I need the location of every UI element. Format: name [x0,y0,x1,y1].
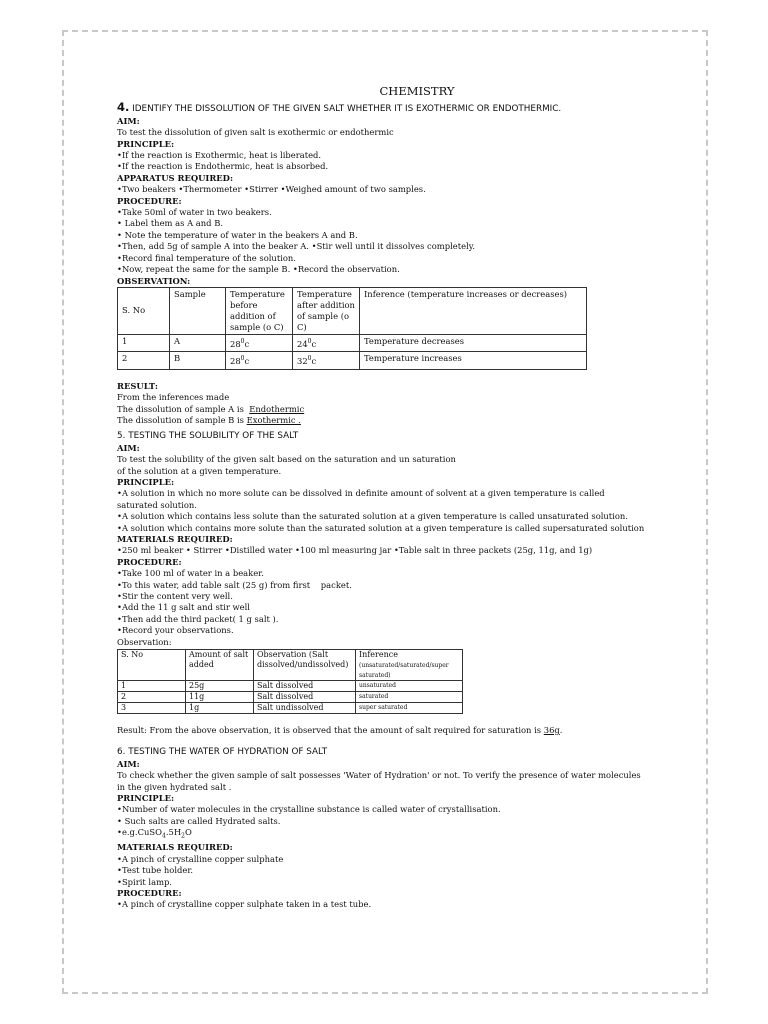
table-cell: $28^0c$ [226,351,293,369]
section-6-heading: 6. TESTING THE WATER OF HYDRATION OF SALT [117,747,328,758]
s6-formula: $•e.g.CuSO_4.5H_2O$ [117,827,192,840]
section-5-heading: 5. TESTING THE SOLUBILITY OF THE SALT [117,431,299,442]
s5-procedure-step: •Add the 11 g salt and stir well [117,602,250,613]
s4-procedure-label: PROCEDURE: [117,195,182,206]
s5-procedure-step: •Then add the third packet( 1 g salt ). [117,613,279,624]
table-header-cell: S. No [118,650,186,681]
table-cell: 1g [186,703,254,714]
table-header-cell: Observation (Salt dissolved/undissolved) [254,650,356,681]
s5-materials-label: MATERIALS REQUIRED: [117,533,233,544]
s5-principle-line: •A solution which contains more solute than the saturated solution at a given temperature is called supersaturated solution [117,522,645,533]
table-cell: B [170,351,226,369]
table-cell: 2 [118,692,186,703]
table-header-cell: Inference (temperature increases or decreases) [360,287,587,334]
s4-procedure-step: • Label them as A and B. [117,218,224,229]
table-cell: Salt dissolved [254,681,356,692]
table-cell: unsaturated [356,681,463,692]
s5-procedure-step: •Stir the content very well. [117,591,233,602]
s6-aim: in the given hydrated salt . [117,781,232,792]
s5-procedure-step: •To this water, add table salt (25 g) from first packet. [117,579,352,590]
table-cell: $24^0c$ [293,334,360,351]
s4-principle-line: •If the reaction is Endothermic, heat is absorbed. [117,161,329,172]
s4-result-label: RESULT: [117,380,158,391]
document-content [117,86,657,911]
s5-aim-label: AIM: [117,442,140,453]
s5-principle-label: PRINCIPLE: [117,476,175,487]
s6-principle-line: •Number of water molecules in the crystalline substance is called water of crystallisation. [117,804,501,815]
table-cell: 1 [118,334,170,351]
s6-principle-label: PRINCIPLE: [117,793,175,804]
table-header-cell: Temperature after addition of sample (o C) [293,287,360,334]
s4-procedure-step: •Record final temperature of the solution. [117,252,296,263]
table-cell: Salt undissolved [254,703,356,714]
s4-observation-table [117,287,587,370]
table-cell: super saturated [356,703,463,714]
table-header-row [118,650,463,681]
page-title: CHEMISTRY [379,84,455,98]
section-4-heading: 4. IDENTIFY THE DISSOLUTION OF THE GIVEN SALT WHETHER IT IS EXOTHERMIC OR ENDOTHERMIC. [117,100,562,115]
table-cell: A [170,334,226,351]
table-header-cell: Sample [170,287,226,334]
table-cell: saturated [356,692,463,703]
s5-procedure-step: •Record your observations. [117,625,234,636]
table-row [118,681,463,692]
s6-aim-label: AIM: [117,758,140,769]
table-row [118,692,463,703]
table-row [118,351,587,369]
s4-aim-label: AIM: [117,115,140,126]
s4-result-intro: From the inferences made [117,392,230,403]
table-row [118,703,463,714]
s4-procedure-step: •Then, add 5g of sample A into the beaker A. •Stir well until it dissolves completely. [117,241,475,252]
s4-result-a: The dissolution of sample A is Endothermic [117,403,305,414]
table-header-cell: Temperature before addition of sample (o C) [226,287,293,334]
s5-principle-line: •A solution which contains less solute than the saturated solution at a given temperature is called unsaturated solution. [117,511,628,522]
table-header-row [118,287,587,334]
s5-principle-line: saturated solution. [117,499,197,510]
table-cell: 11g [186,692,254,703]
table-cell: 25g [186,681,254,692]
s4-procedure-step: •Now, repeat the same for the sample B. •Record the observation. [117,264,400,275]
table-header-cell: Inference (unsaturated/saturated/super saturated) [356,650,463,681]
s6-procedure-label: PROCEDURE: [117,888,182,898]
s4-principle-label: PRINCIPLE: [117,138,175,149]
s4-aim: To test the dissolution of given salt is exothermic or endothermic [117,127,394,138]
table-cell: Temperature decreases [360,334,587,351]
s4-apparatus: •Two beakers •Thermometer •Stirrer •Weighed amount of two samples. [117,184,426,195]
s5-procedure-label: PROCEDURE: [117,556,182,567]
s5-materials: •250 ml beaker • Stirrer •Distilled water •100 ml measuring jar •Table salt in three packets (25g, 11g, and 1g) [117,545,593,556]
table-cell: Temperature increases [360,351,587,369]
s4-result-b: The dissolution of sample B is Exothermic . [117,414,301,425]
s6-materials-label: MATERIALS REQUIRED: [117,842,233,853]
s5-aim: of the solution at a given temperature. [117,465,282,476]
s4-observation-label: OBSERVATION: [117,275,191,286]
s5-observation-label: Observation: [117,636,172,647]
table-cell: 2 [118,351,170,369]
table-cell: $28^0c$ [226,334,293,351]
table-cell: 1 [118,681,186,692]
table-cell: $32^0c$ [293,351,360,369]
s5-observation-table [117,649,463,714]
table-cell: 3 [118,703,186,714]
table-header-cell: Amount of salt added [186,650,254,681]
s4-procedure-step: • Note the temperature of water in the beakers A and B. [117,229,358,240]
s4-apparatus-label: APPARATUS REQUIRED: [117,172,234,183]
s6-material: •Spirit lamp. [117,876,173,887]
s5-procedure-step: •Take 100 ml of water in a beaker. [117,568,264,579]
s6-procedure-step: •A pinch of crystalline copper sulphate taken in a test tube. [117,899,372,910]
s5-aim: To test the solubility of the given salt based on the saturation and un saturation [117,454,456,465]
s6-material: •A pinch of crystalline copper sulphate [117,853,284,864]
s6-material: •Test tube holder. [117,865,194,876]
s5-principle-line: •A solution in which no more solute can be dissolved in definite amount of solvent at a given temperature is called [117,488,605,499]
s6-principle-line: • Such salts are called Hydrated salts. [117,815,281,826]
table-header-cell: S. No [118,287,170,334]
s4-principle-line: •If the reaction is Exothermic, heat is liberated. [117,150,322,161]
table-cell: Salt dissolved [254,692,356,703]
table-row [118,334,587,351]
s6-aim: To check whether the given sample of salt possesses 'Water of Hydration' or not. To verify the presence of water molecules [117,770,641,781]
s4-procedure-step: •Take 50ml of water in two beakers. [117,207,272,218]
s5-result: Result: From the above observation, it is observed that the amount of salt required for saturation is 36g. [117,725,563,736]
